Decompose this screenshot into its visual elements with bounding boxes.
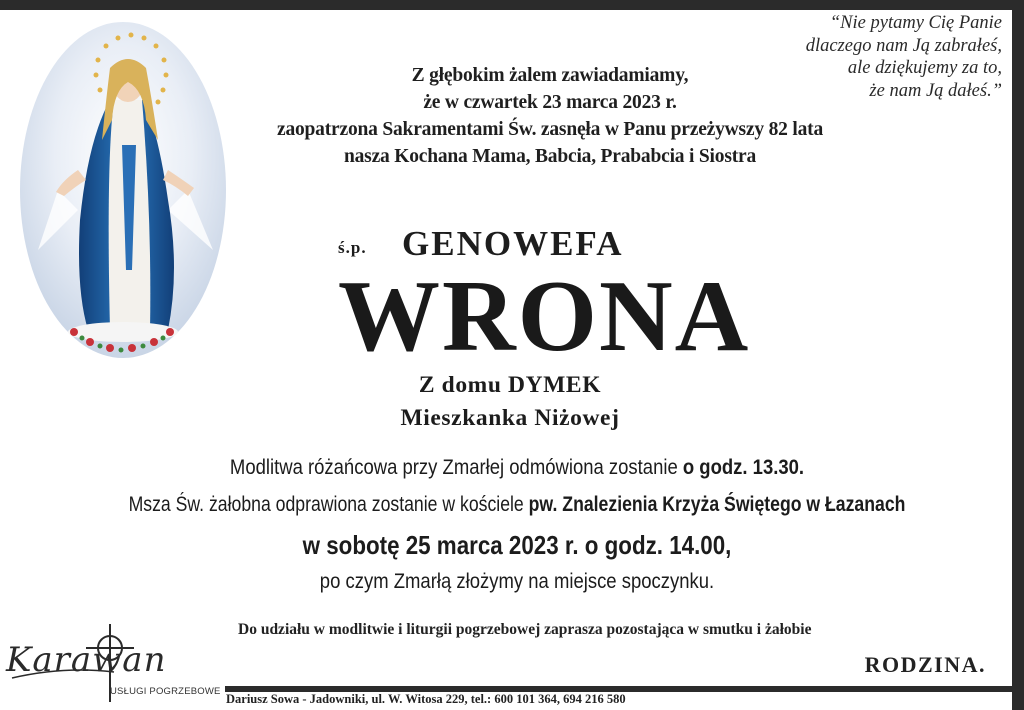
family-signature: RODZINA. xyxy=(864,652,986,677)
contact-footer: Dariusz Sowa - Jadowniki, ul. W. Witosa 229, tel.: 600 101 364, 694 216 580 xyxy=(226,692,626,706)
deceased-first-name: GENOWEFA xyxy=(402,224,624,263)
madonna-image xyxy=(18,20,228,360)
quote-line: że nam Ją dałeś.” xyxy=(869,80,1002,101)
residence: Mieszkanka Niżowej xyxy=(400,405,620,431)
intro-line: zaopatrzona Sakramentami Św. zasnęła w Panu przeżywszy 82 lata xyxy=(276,119,824,140)
invitation-text: Do udziału w modlitwie i liturgii pogrzebowej zaprasza pozostająca w smutku i żałobie xyxy=(238,621,812,638)
announcement-intro xyxy=(220,62,880,170)
burial-line: po czym Zmarłą złożymy na miejsce spoczynku. xyxy=(319,570,715,593)
rosary-text: Modlitwa różańcowa przy Zmarłej odmówiona zostanie xyxy=(229,456,683,479)
church-name: pw. Znalezienia Krzyża Świętego w Łazanach xyxy=(528,493,906,516)
deceased-surname: WRONA xyxy=(338,260,751,373)
intro-line: że w czwartek 23 marca 2023 r. xyxy=(423,92,677,113)
quote-line: dlaczego nam Ją zabrałeś, xyxy=(805,35,1002,56)
rosary-time: o godz. 13.30. xyxy=(682,456,805,479)
funeral-date: w sobotę 25 marca 2023 r. o godz. 14.00, xyxy=(302,530,732,560)
mass-text: Msza Św. żałobna odprawiona zostanie w kościele xyxy=(128,493,529,516)
mass-line xyxy=(101,493,933,517)
logo-name: Karawan xyxy=(6,640,167,680)
intro-line: Z głębokim żalem zawiadamiamy, xyxy=(411,65,689,86)
quote-line: ale dziękujemy za to, xyxy=(847,58,1002,78)
deceased-prefix: ś.p. xyxy=(338,238,367,257)
logo-subtitle: USŁUGI POGRZEBOWE xyxy=(110,686,221,697)
rosary-line xyxy=(81,456,952,480)
right-border xyxy=(1012,0,1024,710)
quote-line: “Nie pytamy Cię Panie xyxy=(829,13,1002,33)
maiden-name: Z domu DYMEK xyxy=(418,372,602,398)
intro-line: nasza Kochana Mama, Babcia, Prababcia i Siostra xyxy=(343,146,757,167)
top-border xyxy=(0,0,1024,10)
